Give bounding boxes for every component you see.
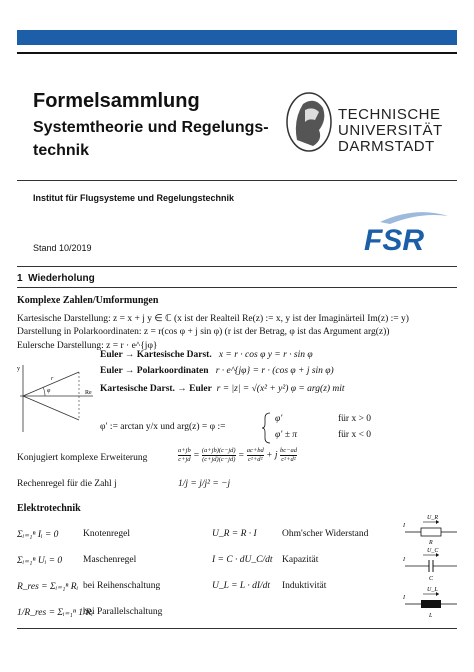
svg-text:U_R: U_R: [427, 515, 438, 521]
subsection-heading: Elektrotechnik: [17, 503, 81, 514]
svg-text:U_L: U_L: [427, 587, 438, 593]
inductor-circuit-icon: [403, 584, 459, 620]
conjugate-formula: $\frac{a+jb}{c+jd}$ = $\frac{(a+jb)(c-jd)}{(c+jd)(c-jd)}$ = $\frac{ac+bd}{\text{c²+d²}}$ + j $\frac{bc-ad}{\text{c²+d²}}$: [178, 447, 297, 463]
svg-text:I: I: [403, 557, 405, 563]
svg-text:I: I: [403, 595, 405, 601]
top-color-bar: [17, 30, 457, 45]
resistor-circuit-icon: [403, 512, 459, 546]
text-line: Eulersche Darstellung: z = r · e^{jφ}: [17, 341, 158, 351]
divider: [17, 287, 457, 288]
case-condition: für x > 0: [338, 414, 372, 424]
bottom-rule: [17, 628, 457, 629]
svg-text:U_C: U_C: [427, 548, 439, 554]
law-name: Kapazität: [282, 555, 319, 565]
document-date: Stand 10/2019: [33, 243, 92, 253]
svg-text:I: I: [403, 523, 405, 529]
cartesian-to-euler: Kartesische Darst. → Euler r = |z| = √(x² + y²) φ = arg(z) mit: [100, 384, 345, 394]
formula-name: bei Parallelschaltung: [83, 607, 163, 617]
athena-logo-icon: [283, 90, 335, 154]
fsr-logo-icon: [360, 208, 452, 254]
university-name: TECHNISCHE UNIVERSITÄT DARMSTADT: [338, 106, 443, 155]
svg-text:φ: φ: [47, 388, 51, 394]
law-formula: I = C · dU_C/dt: [212, 555, 273, 565]
law-name: Induktivität: [282, 581, 327, 591]
formula: Σᵢ₌₁ⁿ Iᵢ = 0: [17, 530, 59, 540]
text-line: Kartesische Darstellung: z = x + j y ∈ ℂ (x ist der Realteil Re(z) := x, y ist der Imaginärteil Im(z) := y): [17, 314, 409, 324]
conjugate-label: Konjugiert komplexe Erweiterung: [17, 453, 148, 463]
formula: 1/R_res = Σᵢ₌₁ⁿ 1/Rᵢ: [17, 608, 93, 618]
divider: [17, 266, 457, 267]
section-heading: 1 Wiederholung: [17, 273, 95, 284]
complex-plane-diagram: [15, 360, 97, 435]
law-name: Ohm'scher Widerstand: [282, 529, 369, 539]
formula-name: Maschenregel: [83, 555, 137, 565]
case-value: φ′: [275, 414, 283, 424]
divider: [17, 180, 457, 181]
law-formula: U_L = L · dI/dt: [212, 581, 271, 591]
institute-name: Institut für Flugsysteme und Regelungstechnik: [33, 193, 235, 203]
law-formula: U_R = R · I: [212, 529, 257, 539]
svg-text:y: y: [17, 366, 20, 372]
case-value: φ′ ± π: [275, 430, 298, 440]
svg-text:r: r: [51, 376, 54, 382]
j-rule-label: Rechenregel für die Zahl j: [17, 479, 117, 489]
svg-text:R: R: [429, 540, 433, 546]
formula-name: bei Reihenschaltung: [83, 581, 161, 591]
formula-name: Knotenregel: [83, 529, 130, 539]
j-rule-formula: 1/j = j/j² = −j: [178, 479, 231, 489]
brace-icon: [262, 412, 272, 444]
document-title: Formelsammlung: [33, 90, 200, 112]
fsr-logo-text: FSR: [364, 224, 424, 254]
svg-text:C: C: [429, 576, 434, 582]
top-rule: [17, 52, 457, 54]
formula: R_res = Σᵢ₌₁ⁿ Rᵢ: [17, 582, 79, 592]
euler-to-cartesian: Euler → Kartesische Darst. x = r · cos φ y = r · sin φ: [100, 350, 313, 360]
euler-to-polar: Euler → Polarkoordinaten r · e^{jφ} = r · (cos φ + j sin φ): [100, 366, 334, 376]
argument-definition: φ′ := arctan y/x und arg(z) = φ :=: [100, 422, 226, 432]
svg-text:L: L: [429, 613, 433, 619]
capacitor-circuit-icon: [403, 546, 459, 582]
document-subtitle: Systemtheorie und Regelungs- technik: [33, 119, 269, 159]
case-condition: für x < 0: [338, 430, 372, 440]
text-line: Darstellung in Polarkoordinaten: z = r(cos φ + j sin φ) (r ist der Betrag, φ ist das Argument arg(z)): [17, 327, 390, 337]
svg-text:Re: Re: [85, 390, 92, 396]
subsection-heading: Komplexe Zahlen/Umformungen: [17, 295, 159, 306]
formula: Σᵢ₌₁ⁿ Uᵢ = 0: [17, 556, 63, 566]
